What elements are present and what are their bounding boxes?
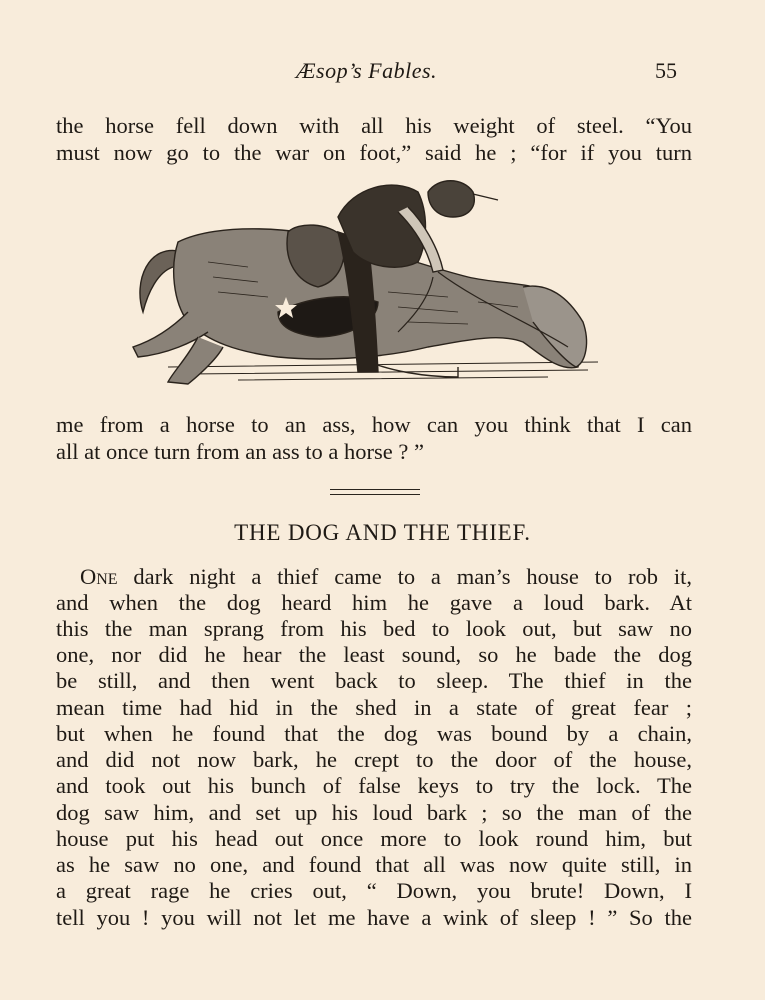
text-line: tell you ! you will not let me have a wink of sleep ! ” So the [56,905,692,930]
text-line: must now go to the war on foot,” said he ; “for if you turn [56,140,692,165]
text-line: but when he found that the dog was bound by a chain, [56,721,692,746]
text-line: house put his head out once more to look round him, but [56,826,692,851]
text-line: all at once turn from an ass to a horse ? ” [56,439,424,464]
text-line: and did not now bark, he crept to the door of the house, [56,747,692,772]
text-line: a great rage he cries out, “ Down, you brute! Down, I [56,878,692,903]
text-line: as he saw no one, and found that all was now quite still, in [56,852,692,877]
section-title: THE DOG AND THE THIEF. [234,520,531,545]
text-line: and took out his bunch of false keys to try the lock. The [56,773,692,798]
text-line: mean time had hid in the shed in a state of great fear ; [56,695,692,720]
text-line [80,563,692,590]
text-line: and when the dog heard him he gave a loud bark. At [56,590,692,615]
text-line: the horse fell down with all his weight of steel. “You [56,113,692,138]
first-line-text: dark night a thief came to a man’s house to rob it, [117,564,692,589]
fallen-horse-illustration [128,172,624,398]
page-number: 55 [655,58,677,83]
text-line: one, nor did he hear the least sound, so he bade the dog [56,642,692,667]
drop-word: One [80,564,118,589]
text-line: me from a horse to an ass, how can you think that I can [56,412,692,437]
running-header-title: Æsop’s Fables. [296,58,438,83]
text-line: dog saw him, and set up his loud bark ; so the man of the [56,800,692,825]
section-divider [330,489,420,497]
text-line: be still, and then went back to sleep. The thief in the [56,668,692,693]
text-line: this the man sprang from his bed to look out, but saw no [56,616,692,641]
